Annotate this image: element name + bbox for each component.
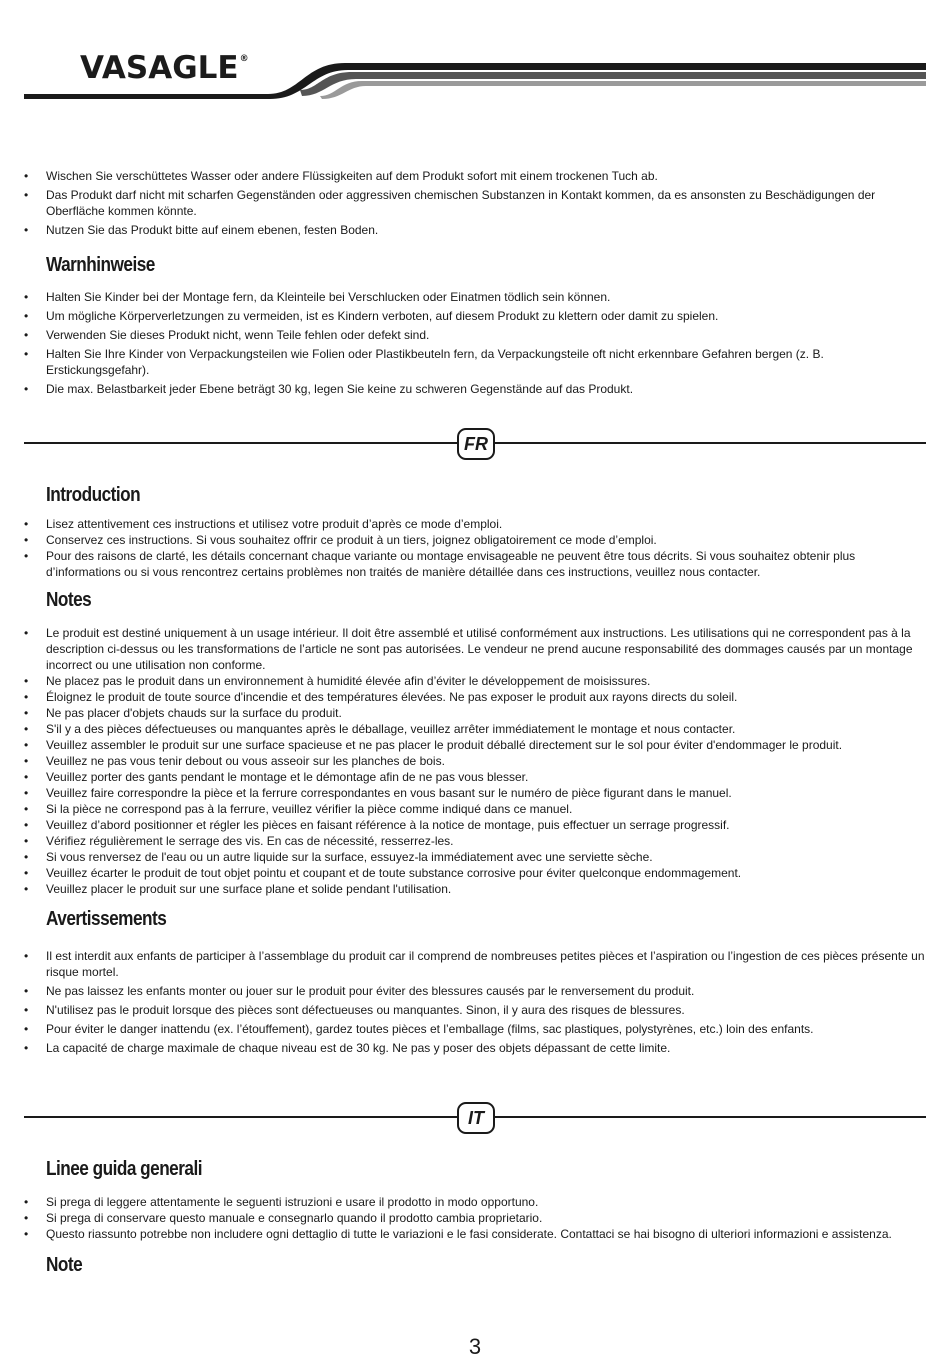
de-care-list xyxy=(24,168,930,238)
page-header xyxy=(0,0,950,110)
list-item: • Um mögliche Körperverletzungen zu vermeiden, ist es Kindern verboten, auf diesem Produkt zu klettern oder damit zu spielen. xyxy=(24,308,930,324)
list-item: • Halten Sie Ihre Kinder von Verpackungsteilen wie Folien oder Plastikbeuteln fern, da Verpackungsteile oft nicht erkennbare Gefahren bergen (z. B. Erstickungsgefahr). xyxy=(24,346,930,378)
list-item: • Il est interdit aux enfants de participer à l’assemblage du produit car il comprend de nombreuses petites pièces et l’aspiration ou l’ingestion de ces pièces présente un risque mortel. xyxy=(24,948,930,980)
list-item: • Das Produkt darf nicht mit scharfen Gegenständen oder aggressiven chemischen Substanzen in Kontakt kommen, da es ansonsten zu Beschädigungen der Oberfläche kommen könnte. xyxy=(24,187,930,219)
list-item: • La capacité de charge maximale de chaque niveau est de 30 kg. Ne pas y poser des objets dépassant de cette limite. xyxy=(24,1040,930,1056)
list-item: • Si vous renversez de l'eau ou un autre liquide sur la surface, essuyez-la immédiatement avec une serviette sèche. xyxy=(24,849,930,865)
list-item: • Veuillez ne pas vous tenir debout ou vous asseoir sur les planches de bois. xyxy=(24,753,930,769)
list-item: • Ne pas placer d'objets chauds sur la surface du produit. xyxy=(24,705,930,721)
list-item: • Pour éviter le danger inattendu (ex. l’étouffement), gardez toutes pièces et l’emballage (films, sac plastiques, polystyrènes, etc.) loin des enfants. xyxy=(24,1021,930,1037)
list-item: • Halten Sie Kinder bei der Montage fern, da Kleinteile bei Verschlucken oder Einatmen tödlich sein können. xyxy=(24,289,930,305)
list-item: • Ne pas laissez les enfants monter ou jouer sur le produit pour éviter des blessures causés par le renversement du produit. xyxy=(24,983,930,999)
fr-intro-list xyxy=(24,516,930,580)
list-item: • Die max. Belastbarkeit jeder Ebene beträgt 30 kg, legen Sie keine zu schweren Gegenstände auf das Produkt. xyxy=(24,381,930,397)
section-title-linee-guida: Linee guida generali xyxy=(46,1158,202,1180)
list-item: • Veuillez faire correspondre la pièce et la ferrure correspondantes en vous basant sur le numéro de pièce figurant dans le manuel. xyxy=(24,785,930,801)
list-item: • Veuillez porter des gants pendant le montage et le démontage afin de ne pas vous blesser. xyxy=(24,769,930,785)
language-badge-fr: FR xyxy=(457,428,495,460)
list-item: • Conservez ces instructions. Si vous souhaitez offrir ce produit à un tiers, joignez obligatoirement ce mode d’emploi. xyxy=(24,532,930,548)
list-item: • Questo riassunto potrebbe non includere ogni dettaglio di tutte le variazioni e le fasi considerate. Contattaci se hai bisogno di ulteriori informazioni e assistenza. xyxy=(24,1226,930,1242)
list-item: • Ne placez pas le produit dans un environnement à humidité élevée afin d’éviter le développement de moisissures. xyxy=(24,673,930,689)
list-item: • N'utilisez pas le produit lorsque des pièces sont défectueuses ou manquantes. Sinon, il y aura des risques de blessures. xyxy=(24,1002,930,1018)
list-item: • S'il y a des pièces défectueuses ou manquantes après le déballage, veuillez arrêter immédiatement le montage et nous contacter. xyxy=(24,721,930,737)
section-title-warnhinweise: Warnhinweise xyxy=(46,254,155,276)
de-warning-list xyxy=(24,289,930,397)
fr-notes-list xyxy=(24,625,930,897)
language-divider-fr xyxy=(24,428,926,458)
brand-logo: VASAGLE® xyxy=(80,50,249,86)
list-item: • Pour des raisons de clarté, les détails concernant chaque variante ou montage envisageable ne peuvent être tous décrits. Si vous souhaitez obtenir plus d’informations ou si vous rencontrez certains problèmes non traités de manière détaillée dans ces instructions, veuillez nous contacter. xyxy=(24,548,930,580)
section-title-notes: Notes xyxy=(46,589,92,611)
section-title-note: Note xyxy=(46,1254,83,1276)
list-item: • Le produit est destiné uniquement à un usage intérieur. Il doit être assemblé et utilisé conformément aux instructions. Les utilisations qui ne correspondent pas à la description ci-dessus ou les transformations de l’article ne sont pas autorisées. Le vendeur ne prend aucune responsabilité des dommages causés par un montage incorrect ou une utilisation non conforme. xyxy=(24,625,930,673)
language-badge-it: IT xyxy=(457,1102,495,1134)
list-item: • Veuillez d’abord positionner et régler les pièces en faisant référence à la notice de montage, puis effectuer un serrage progressif. xyxy=(24,817,930,833)
list-item: • Wischen Sie verschüttetes Wasser oder andere Flüssigkeiten auf dem Produkt sofort mit einem trockenen Tuch ab. xyxy=(24,168,930,184)
page-number: 3 xyxy=(468,1334,482,1359)
list-item: • Nutzen Sie das Produkt bitte auf einem ebenen, festen Boden. xyxy=(24,222,930,238)
list-item: • Lisez attentivement ces instructions et utilisez votre produit d’après ce mode d’emploi. xyxy=(24,516,930,532)
section-title-avertissements: Avertissements xyxy=(46,908,167,930)
it-guide-list xyxy=(24,1194,930,1242)
list-item: • Si prega di conservare questo manuale e consegnarlo quando il prodotto cambia proprietario. xyxy=(24,1210,930,1226)
list-item: • Vérifiez régulièrement le serrage des vis. En cas de nécessité, resserrez-les. xyxy=(24,833,930,849)
section-title-introduction: Introduction xyxy=(46,484,141,506)
list-item: • Éloignez le produit de toute source d'incendie et des températures élevées. Ne pas exposer le produit aux rayons directs du soleil. xyxy=(24,689,930,705)
fr-warning-list xyxy=(24,948,930,1056)
list-item: • Si prega di leggere attentamente le seguenti istruzioni e usare il prodotto in modo opportuno. xyxy=(24,1194,930,1210)
language-divider-it xyxy=(24,1102,926,1132)
list-item: • Veuillez écarter le produit de tout objet pointu et coupant et de toute substance corrosive pour éviter quelconque endommagement. xyxy=(24,865,930,881)
list-item: • Veuillez assembler le produit sur une surface spacieuse et ne pas placer le produit déballé directement sur le sol pour éviter d'endommager le produit. xyxy=(24,737,930,753)
list-item: • Veuillez placer le produit sur une surface plane et solide pendant l'utilisation. xyxy=(24,881,930,897)
list-item: • Verwenden Sie dieses Produkt nicht, wenn Teile fehlen oder defekt sind. xyxy=(24,327,930,343)
list-item: • Si la pièce ne correspond pas à la ferrure, veuillez vérifier la pièce comme indiqué dans ce manuel. xyxy=(24,801,930,817)
